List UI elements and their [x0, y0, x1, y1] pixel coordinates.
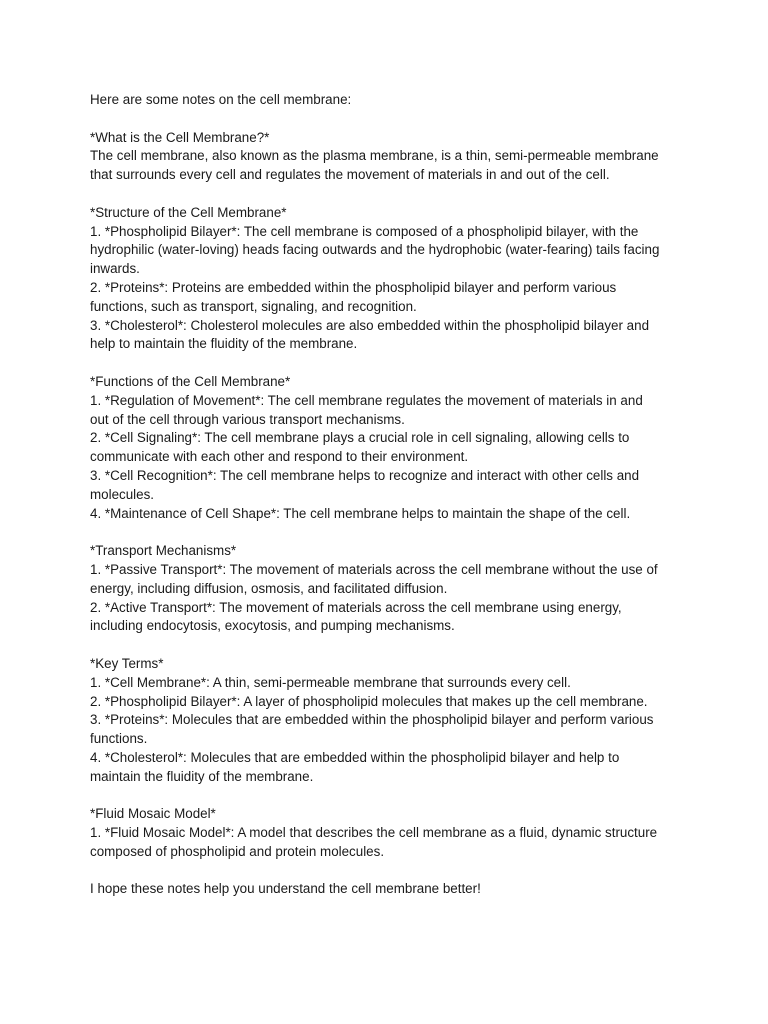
body-line: composed of phospholipid and protein molecules. [90, 843, 385, 859]
spacer [90, 185, 690, 204]
body-line: 2. *Phospholipid Bilayer*: A layer of phospholipid molecules that makes up the cell membrane. [90, 693, 648, 709]
body-line: 2. *Cell Signaling*: The cell membrane plays a crucial role in cell signaling, allowing cells to [90, 430, 630, 446]
spacer [90, 523, 690, 542]
body-line: 1. *Passive Transport*: The movement of materials across the cell membrane without the use of [90, 561, 658, 577]
body-line: inwards. [90, 261, 140, 277]
spacer [90, 110, 690, 129]
body-line: 1. *Phospholipid Bilayer*: The cell membrane is composed of a phospholipid bilayer, with the [90, 223, 639, 239]
body-line: 4. *Maintenance of Cell Shape*: The cell membrane helps to maintain the shape of the cell. [90, 505, 631, 521]
intro-text: Here are some notes on the cell membrane: [90, 92, 352, 107]
spacer [90, 786, 690, 805]
spacer [90, 354, 690, 373]
body-line: help to maintain the fluidity of the membrane. [90, 336, 358, 352]
body-line: 3. *Proteins*: Molecules that are embedded within the phospholipid bilayer and perform various [90, 712, 654, 728]
body-line: out of the cell through various transport mechanisms. [90, 411, 405, 427]
body-line: The cell membrane, also known as the plasma membrane, is a thin, semi-permeable membrane [90, 148, 659, 164]
document-page [90, 91, 690, 899]
body-line: 2. *Active Transport*: The movement of materials across the cell membrane using energy, [90, 599, 622, 615]
body-line: including endocytosis, exocytosis, and pumping mechanisms. [90, 618, 455, 634]
section-heading-structure: *Structure of the Cell Membrane* [90, 204, 287, 220]
spacer [90, 862, 690, 881]
spacer [90, 636, 690, 655]
body-line: hydrophilic (water-loving) heads facing outwards and the hydrophobic (water-fearing) tails facing [90, 242, 660, 258]
body-line: communicate with each other and respond to their environment. [90, 449, 469, 465]
body-line: 1. *Fluid Mosaic Model*: A model that describes the cell membrane as a fluid, dynamic structure [90, 825, 658, 841]
body-line: maintain the fluidity of the membrane. [90, 768, 314, 784]
body-line: that surrounds every cell and regulates the movement of materials in and out of the cell. [90, 167, 610, 183]
body-line: 1. *Cell Membrane*: A thin, semi-permeable membrane that surrounds every cell. [90, 674, 571, 690]
body-line: 3. *Cell Recognition*: The cell membrane helps to recognize and interact with other cells and [90, 467, 640, 483]
section-heading-what-is: *What is the Cell Membrane?* [90, 129, 270, 145]
body-line: functions, such as transport, signaling, and recognition. [90, 298, 417, 314]
body-line: 3. *Cholesterol*: Cholesterol molecules are also embedded within the phospholipid bilayer and [90, 317, 650, 333]
section-heading-fluid-mosaic: *Fluid Mosaic Model* [90, 806, 216, 822]
body-line: functions. [90, 731, 148, 747]
section-heading-functions: *Functions of the Cell Membrane* [90, 373, 291, 389]
body-line: molecules. [90, 486, 155, 502]
body-line: 1. *Regulation of Movement*: The cell membrane regulates the movement of materials in and [90, 392, 643, 408]
closing-text: I hope these notes help you understand the cell membrane better! [90, 881, 481, 897]
body-line: energy, including diffusion, osmosis, and facilitated diffusion. [90, 580, 448, 596]
body-line: 2. *Proteins*: Proteins are embedded within the phospholipid bilayer and perform various [90, 279, 617, 295]
section-heading-key-terms: *Key Terms* [90, 655, 164, 671]
section-heading-transport: *Transport Mechanisms* [90, 543, 237, 559]
body-line: 4. *Cholesterol*: Molecules that are embedded within the phospholipid bilayer and help to [90, 749, 620, 765]
